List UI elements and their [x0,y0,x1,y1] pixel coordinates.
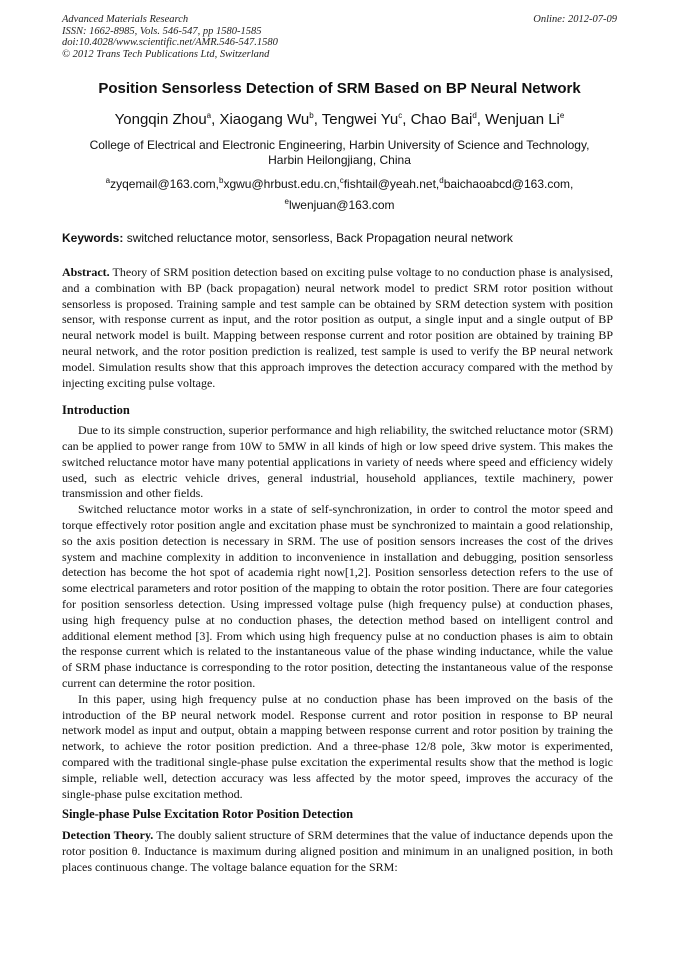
journal-header [62,14,617,60]
email-d[interactable]: baichaoabcd@163.com, [443,177,574,191]
intro-paragraph: Switched reluctance motor works in a state of self-synchronization, in order to control the motor speed and torque effectively rotor position angle and excitation phase must be synchronized to maintain a good relationship, so the axis position detection is necessary in SRM. The use of position sensors increases the cost of the drives system and machine complexity in addition to inconvenience in installation and debugging, position sensorless detection has become the hot spot of academia right now[1,2]. Position sensorless detection refers to the use of some electrical parameters and rotor position of the mapping to obtain the rotor position. There are four categories for position sensorless detection. Using impressed voltage pulse (high frequency pulse) at conduction phases, using high frequency pulse at no conduction phases, the detection method based on intelligent control and additional element method [3]. From which using high frequency pulse at no conduction phases is aim to obtain the response current which is related to the instantaneous value of the phase winding inductance, while the value of SRM phase inductance is corresponding to the rotor position, detecting the instantaneous value of the response current can determine the rotor position. [62,502,613,690]
author-sup: d [472,111,477,120]
keywords-text: switched reluctance motor, sensorless, Back Propagation neural network [126,231,513,245]
abstract-text: Theory of SRM position detection based on exciting pulse voltage to no conduction phase is analysised, and a combination with BP (back propagation) neural network model to predict SRM rotor position without sensorless is proposed. Training sample and test sample can be obtained by SRM detection system with position sensor, with response current as input, and the rotor position as output, a single input and a single output of BP neural network model is built. Mapping between response current and rotor position are obtained by training BP neural network, and the rotor position prediction is realized, test sample is used to verify the BP neural network model. Simulation results show that this approach improves the detection accuracy compared with the method by injecting exciting pulse voltage. [62,265,613,390]
email-sup: a [105,176,111,185]
section-heading-introduction: Introduction [62,403,130,418]
keywords [62,231,617,245]
intro-paragraph: Due to its simple construction, superior performance and high reliability, the switched reluctance motor (SRM) can be applied to power range from 10W to 5MW in all kinds of high or low speed drive system. This makes the switched reluctance motor have many potential applications in variety of needs where speed and efficiency widely used, such as electric vehicle drives, general industrial, household appliances, textile machinery, power transmission and other fields. [62,423,613,501]
email-line [62,195,617,216]
author-emails [62,174,617,216]
email-a[interactable]: zyqemail@163.com, [110,177,219,191]
copyright-line: © 2012 Trans Tech Publications Ltd, Switzerland [62,48,270,60]
author-sup: b [309,111,314,120]
affiliation-line: Harbin Heilongjiang, China [268,153,411,167]
author-list: Yongqin Zhou$^a$, Xiaogang Wu$^b$, Tengwei Yu$^c$, Chao Bai$^d$, Wenjuan Li$^e$ [114,111,565,128]
email-sup: e [284,197,289,206]
section-heading-single-phase: Single-phase Pulse Excitation Rotor Position Detection [62,807,354,822]
email-line [62,174,617,195]
author-sup: a [206,111,212,120]
paper-body [62,265,613,875]
online-date: Online: 2012-07-09 [533,14,617,25]
doi-line: doi:10.4028/www.scientific.net/AMR.546-547.1580 [62,37,278,49]
keywords-label: Keywords: [62,231,124,245]
author-name: Yongqin Zhou [114,111,207,128]
intro-paragraph: In this paper, using high frequency pulse at no conduction phase has been improved on the basis of the introduction of the BP neural network model. Response current and rotor position in response to BP neural network model as input and output, obtain a mapping between response current and rotor position by training the network, to achieve the rotor position prediction. And a three-phase 12/8 pole, 3kw motor is experimented, compared with the traditional single-phase pulse excitation the experimental results show that the method is logic simple, reliable well, detection accuracy was less affected by the motor speed, improves the accuracy of the single-phase pulse excitation method. [62,691,613,801]
email-c[interactable]: fishtail@yeah.net, [343,177,440,191]
journal-name: Advanced Materials Research [62,14,189,25]
detection-theory-label: Detection Theory. [62,828,154,843]
author-name: Xiaogang Wu [219,111,310,128]
issn-line: ISSN: 1662-8985, Vols. 546-547, pp 1580-1585 [62,25,262,37]
email-sup: c [339,176,344,185]
author-sup: e [559,111,565,120]
email-b[interactable]: xgwu@hrbust.edu.cn, [223,177,340,191]
author-name: Tengwei Yu [321,111,399,128]
detection-theory-text: The doubly salient structure of SRM determines that the value of inductance depends upon the rotor position θ. Inductance is maximum during aligned position and minimum in an unaligned position, in both places continuous change. The voltage balance equation for the SRM: [62,828,613,874]
affiliation [62,138,617,168]
author-name: Chao Bai [410,111,473,128]
email-e[interactable]: lwenjuan@163.com [288,198,395,212]
author-name: Wenjuan Li [485,111,560,128]
affiliation-line: College of Electrical and Electronic Engineering, Harbin University of Science and Technology, [89,138,590,152]
email-sup: d [439,176,444,185]
email-sup: b [219,176,224,185]
detection-theory-paragraph [62,828,613,875]
paper-title: Position Sensorless Detection of SRM Based on BP Neural Network [98,80,581,97]
author-sup: c [398,111,403,120]
abstract [62,265,613,391]
abstract-label: Abstract. [62,265,110,279]
